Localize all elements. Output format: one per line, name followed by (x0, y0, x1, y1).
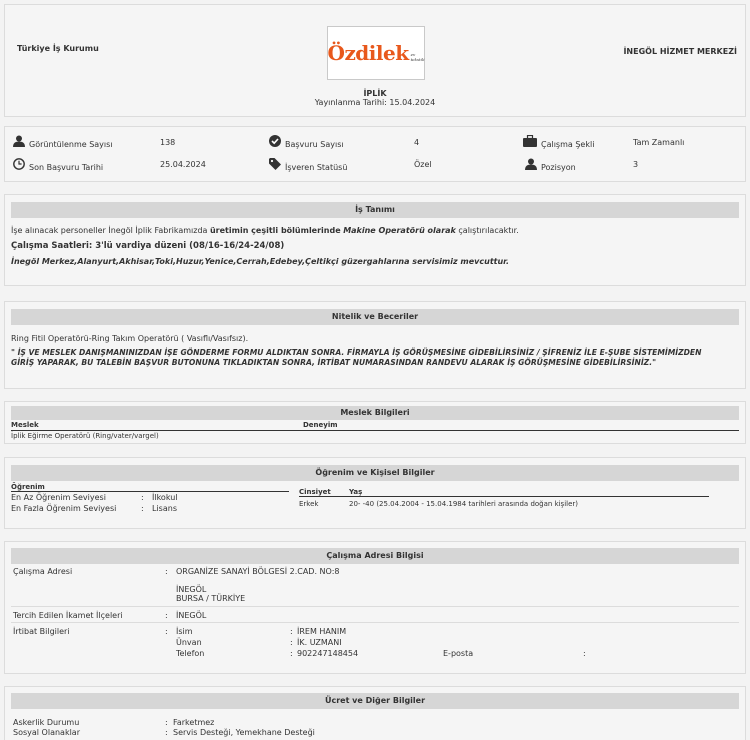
views-value: 138 (160, 138, 176, 147)
occupation-panel (4, 401, 746, 444)
work-address-sep: : (165, 567, 168, 576)
applications-label: Başvuru Sayısı (285, 140, 344, 149)
work-address-line1: ORGANİZE SANAYİ BÖLGESİ 2.CAD. NO:8 (176, 567, 340, 576)
published-line (5, 98, 745, 107)
published-date: 15.04.2024 (389, 98, 436, 107)
address-panel (4, 541, 746, 674)
min-edu-label: En Az Öğrenim Seviyesi (11, 493, 106, 502)
contact-name-value: İREM HANIM (297, 627, 347, 636)
contact-sep: : (165, 627, 168, 636)
employer-status-label: İşveren Statüsü (285, 163, 348, 172)
section-title: Çalışma Adresi Bilgisi (11, 548, 739, 564)
stats-panel (4, 126, 746, 182)
social-label: Sosyal Olanaklar (13, 728, 80, 737)
user-icon (13, 135, 25, 147)
military-sep: : (165, 718, 168, 727)
org-title: Türkiye İş Kurumu (17, 44, 99, 53)
section-title: Ücret ve Diğer Bilgiler (11, 693, 739, 709)
job-description-panel (4, 194, 746, 286)
description-text: İşe alınacak personeller İnegöl İplik Fabrikamızda (11, 226, 210, 235)
deadline-value: 25.04.2024 (160, 160, 206, 169)
description-text-end: çalıştırılacaktır. (455, 226, 519, 235)
col-occupation: Meslek (11, 421, 39, 429)
qualification-line: Ring Fitil Operatörü-Ring Takım Operatörü ( Vasıflı/Vasıfsız). (11, 334, 249, 343)
work-type-label: Çalışma Şekli (541, 140, 595, 149)
working-hours-value: 3'lü vardiya düzeni (08/16-16/24-24/08) (92, 241, 285, 251)
work-address-line2: İNEGÖL (176, 585, 207, 594)
work-address-label: Çalışma Adresi (13, 567, 73, 576)
social-sep: : (165, 728, 168, 737)
divider (11, 606, 739, 607)
section-title: Meslek Bilgileri (11, 406, 739, 420)
service-routes: İnegöl Merkez,Alanyurt,Akhisar,Toki,Huzur,Yenice,Cerrah,Edebey,Çeltikçi güzergahlarına servisimiz mevcuttur. (11, 257, 510, 266)
gender-value: Erkek (299, 500, 319, 508)
employer-status-value: Özel (414, 160, 432, 169)
views-label: Görüntülenme Sayısı (29, 140, 113, 149)
working-hours-line (11, 241, 284, 251)
contact-phone-value: 902247148454 (297, 649, 359, 658)
description-bold-italic: Makine Operatörü olarak (343, 226, 456, 235)
logo-text: Özdilek (327, 41, 409, 65)
other-info-panel (4, 686, 746, 740)
min-edu-value: İlkokul (152, 493, 178, 502)
description-bold: üretimin çeşitli bölümlerinde (209, 226, 341, 235)
positions-value: 3 (633, 160, 639, 169)
social-value: Servis Desteği, Yemekhane Desteği (173, 728, 315, 737)
applications-value: 4 (414, 138, 420, 147)
contact-title-value: İK. UZMANI (297, 638, 342, 647)
divider (11, 430, 739, 431)
col-experience: Deneyim (303, 421, 338, 429)
logo-subtext: ev tekstili (410, 52, 425, 62)
age-header: Yaş (349, 488, 363, 496)
work-type-value: Tam Zamanlı (633, 138, 685, 147)
briefcase-icon (523, 135, 537, 147)
check-circle-icon (269, 135, 281, 147)
published-label: Yayınlanma Tarihi: (314, 98, 387, 107)
gender-header: Cinsiyet (299, 488, 331, 496)
contact-title-sep: : (290, 638, 293, 647)
section-title: Öğrenim ve Kişisel Bilgiler (11, 465, 739, 481)
description-line (11, 226, 519, 235)
tag-icon (269, 158, 281, 170)
notice-line-2: GİRİŞ YAPARAK, BU TALEBİN BAŞVUR BUTONUNA TIKLADIKTAN SONRA, İRTİBAT NUMARASINDAN RANDEVU ALARAK İŞ GÖRÜŞMESİNE GİDEBİLİRSİNİZ." (11, 358, 657, 367)
deadline-label: Son Başvuru Tarihi (29, 163, 104, 172)
education-panel (4, 457, 746, 529)
contact-email-label: E-posta (443, 649, 474, 658)
military-value: Farketmez (173, 718, 215, 727)
occupation-value: İplik Eğirme Operatörü (Ring/vater/vargel) (11, 432, 159, 440)
divider (11, 622, 739, 623)
user-icon (525, 158, 537, 170)
section-title: Nitelik ve Beceriler (11, 309, 739, 325)
contact-label: İrtibat Bilgileri (13, 627, 70, 636)
application-notice (11, 348, 701, 368)
contact-name-sep: : (290, 627, 293, 636)
age-value: 20- -40 (25.04.2004 - 15.04.1984 tarihleri arasında doğan kişiler) (349, 500, 579, 508)
office-title: İNEGÖL HİZMET MERKEZİ (623, 47, 737, 56)
header-panel (4, 4, 746, 117)
work-address-line3: BURSA / TÜRKİYE (176, 594, 246, 603)
min-edu-sep: : (141, 493, 144, 502)
company-logo (327, 26, 425, 80)
clock-icon (13, 158, 25, 170)
contact-phone-label: Telefon (176, 649, 205, 658)
contact-title-label: Ünvan (176, 638, 202, 647)
contact-phone-sep: : (290, 649, 293, 658)
working-hours-label: Çalışma Saatleri: (11, 241, 93, 251)
job-title: İPLİK (363, 89, 387, 98)
section-title: İş Tanımı (11, 202, 739, 218)
qualifications-panel (4, 301, 746, 389)
max-edu-label: En Fazla Öğrenim Seviyesi (11, 504, 117, 513)
contact-name-label: İsim (176, 627, 193, 636)
positions-label: Pozisyon (541, 163, 576, 172)
residence-label: Tercih Edilen İkamet İlçeleri (13, 611, 123, 620)
residence-value: İNEGÖL (176, 611, 207, 620)
education-header: Öğrenim (11, 483, 45, 491)
residence-sep: : (165, 611, 168, 620)
divider (11, 491, 289, 492)
max-edu-sep: : (141, 504, 144, 513)
contact-email-sep: : (583, 649, 586, 658)
notice-line-1: " İŞ VE MESLEK DANIŞMANINIZDAN İŞE GÖNDERME FORMU ALDIKTAN SONRA. FİRMAYLA İŞ GÖRÜŞMESİNE GİDEBİLİRSİNİZ / ŞİFRENİZ İLE E-ŞUBE SİSTEMİMİZDEN (11, 348, 702, 357)
divider (299, 496, 709, 497)
military-label: Askerlik Durumu (13, 718, 80, 727)
max-edu-value: Lisans (152, 504, 177, 513)
